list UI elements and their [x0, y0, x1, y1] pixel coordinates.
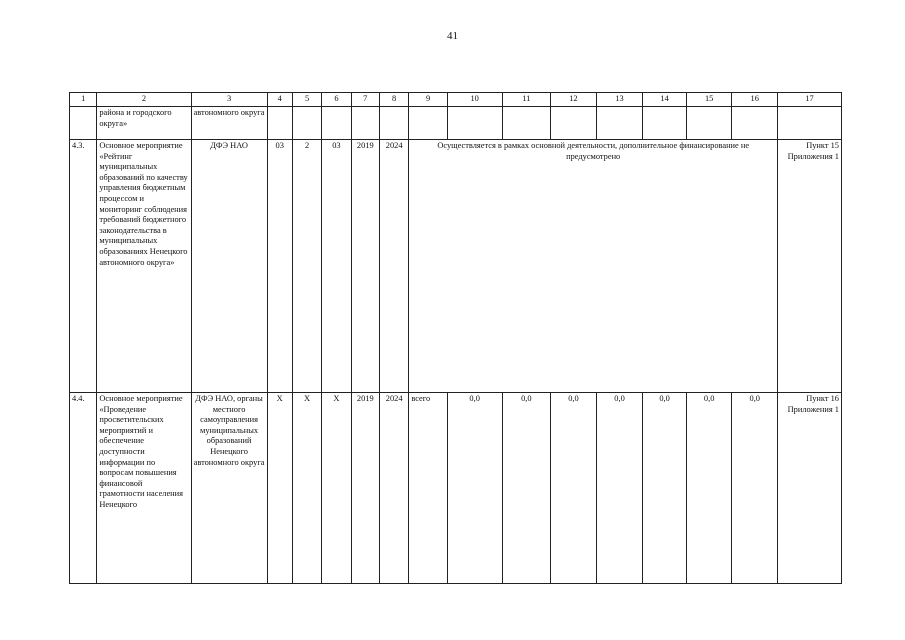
table-cell: [686, 107, 732, 140]
program-table: [69, 92, 842, 584]
header-cell: 14: [643, 93, 687, 107]
code-cell: 2: [292, 140, 321, 393]
header-cell: 7: [351, 93, 379, 107]
start-year: 2019: [351, 393, 379, 584]
amount-cell: 0,0: [596, 393, 643, 584]
header-cell: 9: [409, 93, 447, 107]
table-cell: [351, 107, 379, 140]
header-cell: 17: [778, 93, 842, 107]
header-cell: 10: [447, 93, 502, 107]
code-cell: Х: [292, 393, 321, 584]
table-cell: [322, 107, 351, 140]
executor: ДФЭ НАО: [191, 140, 267, 393]
header-cell: 16: [732, 93, 778, 107]
header-cell: 15: [686, 93, 732, 107]
header-cell: 5: [292, 93, 321, 107]
continuation-row: [70, 107, 842, 140]
column-numbers-row: [70, 93, 842, 107]
continued-name-cell: района и городского округа»: [97, 107, 191, 140]
table-cell: [551, 107, 597, 140]
table-cell: [447, 107, 502, 140]
amount-cell: 0,0: [551, 393, 597, 584]
amount-cell: 0,0: [447, 393, 502, 584]
end-year: 2024: [379, 393, 408, 584]
header-cell: 1: [70, 93, 97, 107]
header-cell: 6: [322, 93, 351, 107]
amount-cell: 0,0: [686, 393, 732, 584]
continued-executor-cell: автономного округа: [191, 107, 267, 140]
header-cell: 12: [551, 93, 597, 107]
page-number: 41: [447, 30, 458, 42]
header-cell: 8: [379, 93, 408, 107]
table-cell: [596, 107, 643, 140]
financing-note: Осуществляется в рамках основной деятельности, дополнительное финансирование не предусмотрено: [409, 140, 778, 393]
amount-cell: 0,0: [643, 393, 687, 584]
header-cell: 3: [191, 93, 267, 107]
header-cell: 2: [97, 93, 191, 107]
code-cell: 03: [267, 140, 292, 393]
table-row: [70, 140, 842, 393]
executor: ДФЭ НАО, органы местного самоуправления муниципальных образований Ненецкого автономного округа: [191, 393, 267, 584]
header-cell: 13: [596, 93, 643, 107]
table-cell: [643, 107, 687, 140]
code-cell: Х: [322, 393, 351, 584]
table-cell: [70, 107, 97, 140]
table-cell: [778, 107, 842, 140]
activity-name: Основное мероприятие «Проведение просветительских мероприятий и обеспечение доступности информации по вопросам повышения финансовой грамотности населения Ненецкого: [97, 393, 191, 584]
amount-cell: 0,0: [502, 393, 551, 584]
reference: Пункт 15 Приложения 1: [778, 140, 842, 393]
reference: Пункт 16 Приложения 1: [778, 393, 842, 584]
funding-source: всего: [409, 393, 447, 584]
activity-name: Основное мероприятие «Рейтинг муниципальных образований по качеству управления бюджетным процессом и мониторинг соблюдения требований бюджетного законодательства в муниципальных образованиях Ненецкого автономного округа»: [97, 140, 191, 393]
table-cell: [502, 107, 551, 140]
table-cell: [267, 107, 292, 140]
table-cell: [292, 107, 321, 140]
table-row: [70, 393, 842, 584]
header-cell: 11: [502, 93, 551, 107]
row-number: 4.3.: [70, 140, 97, 393]
table-cell: [409, 107, 447, 140]
row-number: 4.4.: [70, 393, 97, 584]
table-cell: [379, 107, 408, 140]
header-cell: 4: [267, 93, 292, 107]
end-year: 2024: [379, 140, 408, 393]
start-year: 2019: [351, 140, 379, 393]
code-cell: Х: [267, 393, 292, 584]
code-cell: 03: [322, 140, 351, 393]
table-cell: [732, 107, 778, 140]
amount-cell: 0,0: [732, 393, 778, 584]
